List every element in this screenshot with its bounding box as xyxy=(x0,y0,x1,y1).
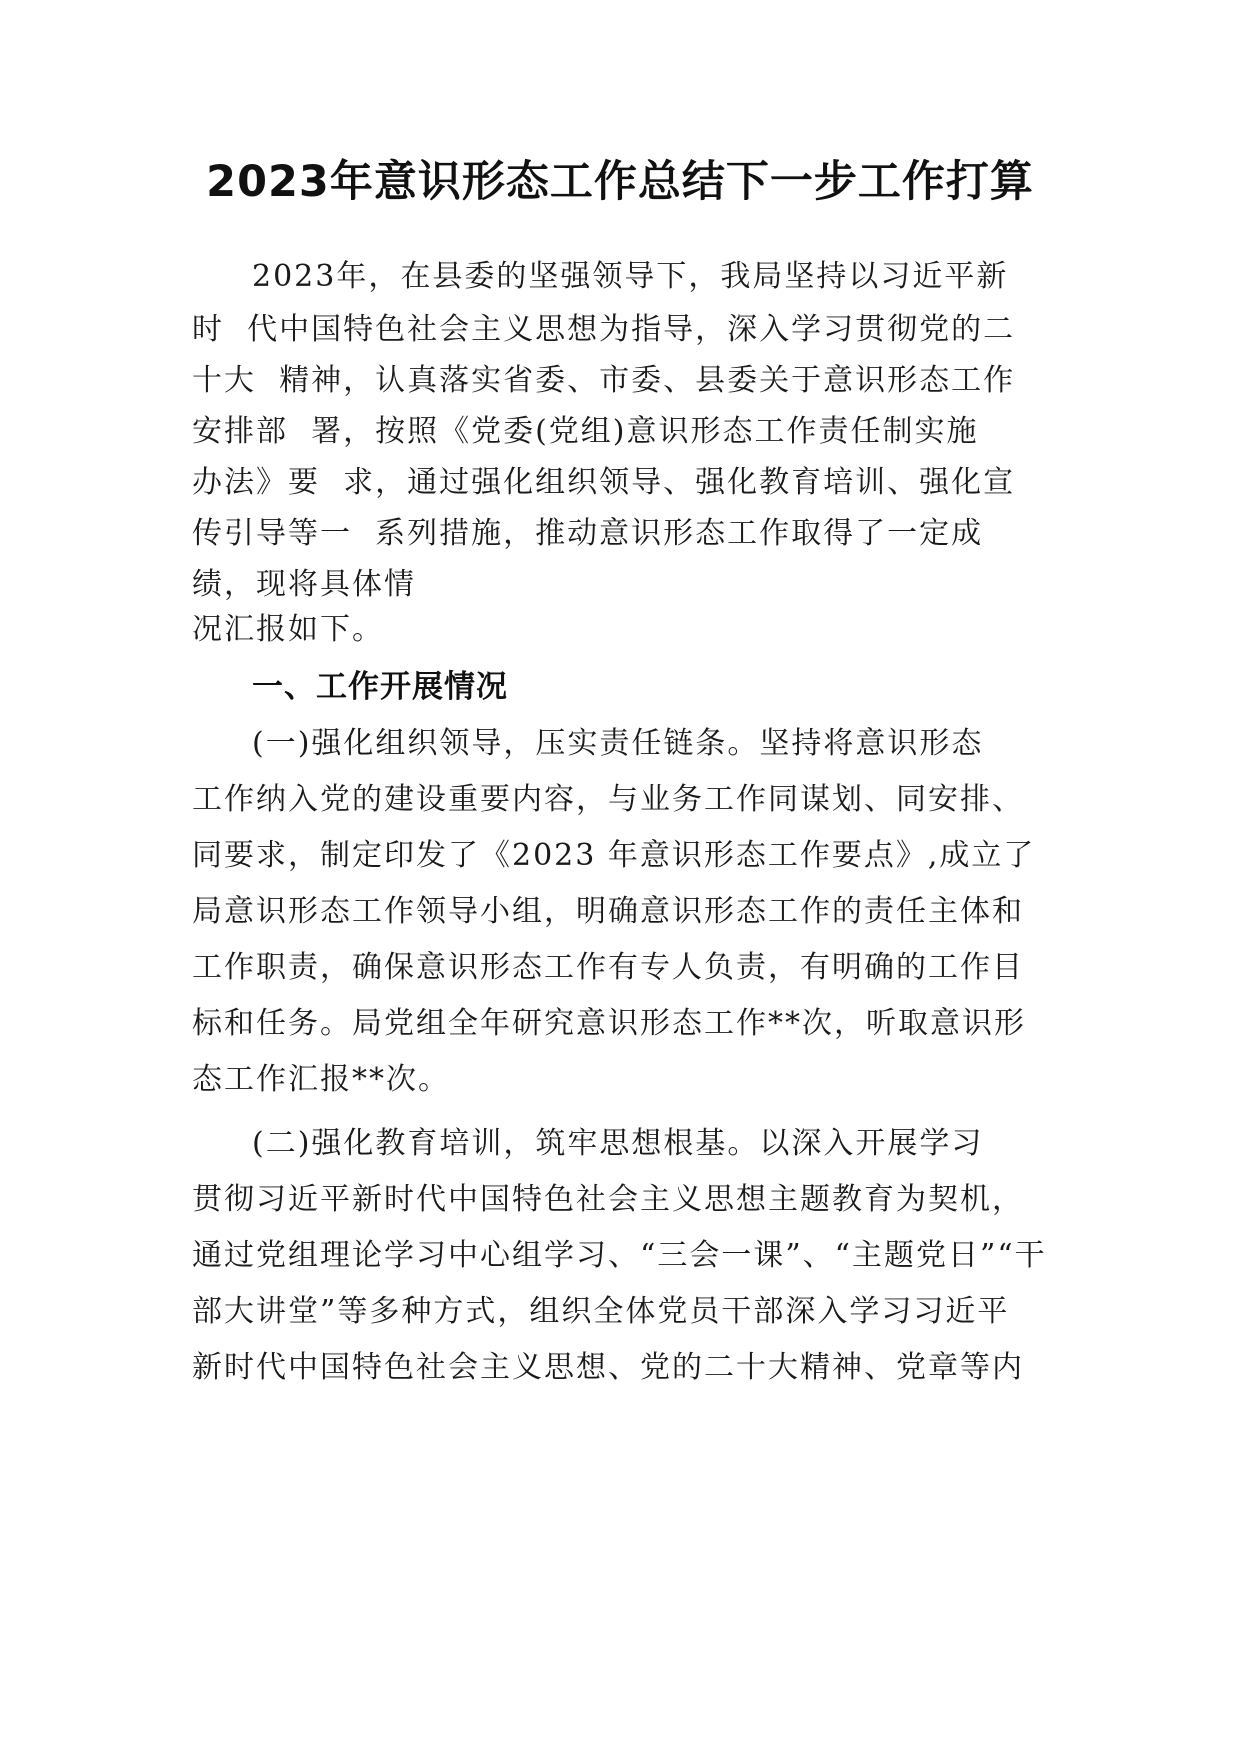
paragraph-line: 工作纳入党的建设重要内容，与业务工作同谋划、同安排、 xyxy=(192,782,1024,817)
paragraph-line: 态工作汇报**次。 xyxy=(192,1062,450,1097)
document-title: 2023年意识形态工作总结下一步工作打算 xyxy=(206,157,1034,207)
intro-line: 时 代中国特色社会主义思想为指导，深入学习贯彻党的二 xyxy=(192,312,1016,347)
intro-line: 传引导等一 系列措施，推动意识形态工作取得了一定成 xyxy=(192,516,984,551)
intro-line: 况汇报如下。 xyxy=(192,612,384,647)
paragraph-line: 部大讲堂”等多种方式，组织全体党员干部深入学习习近平 xyxy=(192,1294,1010,1329)
intro-line: 十大 精神，认真落实省委、市委、县委关于意识形态工作 xyxy=(192,363,1016,398)
intro-line: 绩，现将具体情 xyxy=(192,567,416,602)
intro-line: 办法》要 求，通过强化组织领导、强化教育培训、强化宣 xyxy=(192,465,1016,500)
intro-line: 安排部 署，按照《党委(党组)意识形态工作责任制实施 xyxy=(192,414,979,449)
paragraph-line: 通过党组理论学习中心组学习、“三会一课”、“主题党日”“干 xyxy=(192,1238,1047,1273)
paragraph-line: 新时代中国特色社会主义思想、党的二十大精神、党章等内 xyxy=(192,1350,1024,1385)
paragraph-line: 贯彻习近平新时代中国特色社会主义思想主题教育为契机， xyxy=(192,1182,1024,1217)
intro-line: 2023年，在县委的坚强领导下，我局坚持以习近平新 xyxy=(252,259,1009,294)
paragraph-line: (二)强化教育培训，筑牢思想根基。以深入开展学习 xyxy=(252,1126,984,1161)
paragraph-line: 标和任务。局党组全年研究意识形态工作**次，听取意识形 xyxy=(192,1006,1026,1041)
paragraph-line: (一)强化组织领导，压实责任链条。坚持将意识形态 xyxy=(252,726,984,761)
section-heading: 一、工作开展情况 xyxy=(252,669,508,705)
paragraph-line: 工作职责，确保意识形态工作有专人负责，有明确的工作目 xyxy=(192,950,1024,985)
paragraph-line: 局意识形态工作领导小组，明确意识形态工作的责任主体和 xyxy=(192,894,1024,929)
paragraph-line: 同要求，制定印发了《2023 年意识形态工作要点》,成立了 xyxy=(192,838,1036,873)
